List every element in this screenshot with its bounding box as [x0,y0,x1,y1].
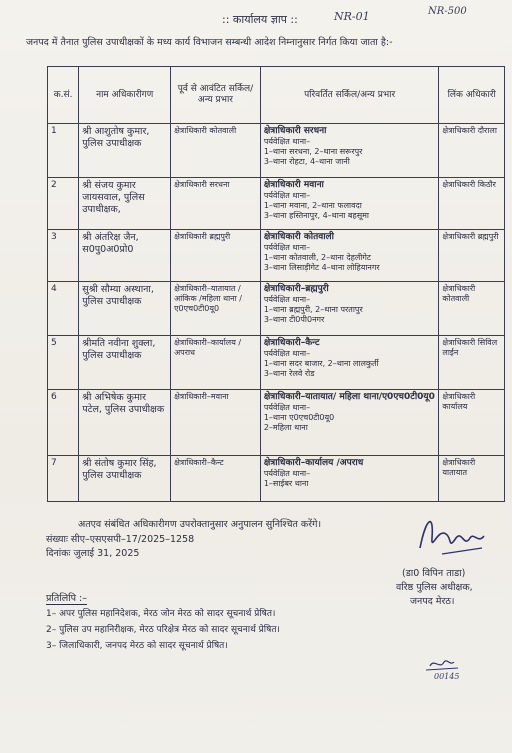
cell-name: श्री अभिषेक कुमार पटेल, पुलिस उपाधीक्षक [79,390,171,456]
cell-link: क्षेत्राधिकारी कार्यालय [439,390,505,456]
cell-new [260,124,439,178]
stations-label: पर्यवेक्षित थाना– [263,191,311,200]
assignment-table [47,66,505,502]
corner-reference: NR-500 [428,6,467,17]
cell-sn: 1 [48,124,79,178]
header-sn: क.सं. [48,67,79,124]
issue-date: दिनांकः जुलाई 31, 2025 [46,548,140,559]
copy-line: 1– अपर पुलिस महानिदेशक, मेरठ जोन मेरठ को सादर सूचनार्थ प्रेषित। [46,609,276,619]
cell-sn: 2 [48,178,79,230]
cell-previous: क्षेत्राधिकारी ब्रह्मपुरी [171,230,261,282]
copy-line: 2– पुलिस उप महानिरीक्षक, मेरठ परिक्षेत्र मेरठ को सादर सूचनार्थ प्रेषित। [46,625,280,635]
new-circle-title: क्षेत्राधिकारी मवाना [263,180,324,190]
new-circle-title: क्षेत्राधिकारी–ब्रह्मपुरी [263,284,329,294]
signatory-name: (डा0 विपिन ताडा) [402,568,466,579]
station-line: 3–थाना हस्तिनापुर, 4–थाना बहसूमा [263,211,369,220]
cell-sn: 6 [48,390,79,456]
cell-name: श्री आशुतोष कुमार, पुलिस उपाधीक्षक [79,124,171,178]
table-row [48,178,505,230]
station-line: 1–थाना मवाना, 2–थाना फलावदा [263,201,362,210]
cell-name: श्रीमति नवीना शुक्ला, पुलिस उपाधीक्षक [79,336,171,390]
cell-new [260,178,439,230]
cell-previous: क्षेत्राधिकारी–मवाना [171,390,261,456]
copy-heading: प्रतिलिपि :– [46,593,88,604]
station-line: 3–थाना टी0पी0नगर [263,315,325,324]
table-row [48,390,505,456]
signatory-designation: वरिष्ठ पुलिस अधीक्षक, [396,582,473,593]
table-header-row [48,67,505,124]
cell-previous: क्षेत्राधिकारी कोतवाली [171,124,261,178]
cell-new [260,282,439,336]
cell-sn: 4 [48,282,79,336]
cell-previous: क्षेत्राधिकारी सरधना [171,178,261,230]
cell-link: क्षेत्राधिकारी दौराला [439,124,505,178]
table-row [48,230,505,282]
table-row [48,124,505,178]
stations-label: पर्यवेक्षित थाना– [263,349,311,358]
cell-link: क्षेत्राधिकारी ब्रह्मपुरी [439,230,505,282]
station-line: 2–महिला थाना [263,423,308,432]
station-line: 1–थाना सदर बाजार, 2–थाना लालकुर्ती [263,359,379,368]
table-row [48,336,505,390]
station-line: 1–साईबर थाना [263,479,309,488]
cell-new [260,336,439,390]
reference-number: संख्याः सीए–एसएसपी–17/2025–1258 [46,534,195,545]
station-line: 3–थाना रेलवे रोड [263,369,315,378]
cell-sn: 5 [48,336,79,390]
new-circle-title: क्षेत्राधिकारी सरधना [263,126,327,136]
stations-label: पर्यवेक्षित थाना– [263,137,311,146]
new-circle-title: क्षेत्राधिकारी–यातायात/ महिला थाना/ए0एच0टी0यू0 [263,392,435,402]
cell-name: श्री संजय कुमार जायसवाल, पुलिस उपाधीक्षक, [79,178,171,230]
new-circle-title: क्षेत्राधिकारी–कैन्ट [263,338,320,348]
new-circle-title: क्षेत्राधिकारी कोतवाली [263,232,334,242]
station-line: 1–थाना ए0एच0टी0यू0 [263,413,335,422]
copy-line: 3– जिलाधिकारी, जनपद मेरठ को सादर सूचनार्थ प्रेषित। [46,641,228,651]
cell-link: क्षेत्राधिकारी यातायात [439,456,505,502]
cell-name: श्री संतोष कुमार सिंह, पुलिस उपाधीक्षक [79,456,171,502]
cell-name: सुश्री सौम्या अस्थाना, पुलिस उपाधीक्षक [79,282,171,336]
cell-new [260,390,439,456]
cell-previous: क्षेत्राधिकारी–कैन्ट [171,456,261,502]
stations-label: पर्यवेक्षित थाना– [263,403,311,412]
cell-previous: क्षेत्राधिकारी–कार्यालय /अपराध [171,336,261,390]
cell-previous: क्षेत्राधिकारी–यातायात /आंकिक /महिला थाना /ए0एच0टी0यू0 [171,282,261,336]
station-line: 3–थाना रोहटा, 4–थाना जानी [263,157,350,166]
station-line: 1–थाना कोतवाली, 2–थाना देहलीगेट [263,253,371,262]
signature-mark [412,508,492,564]
cell-link: क्षेत्राधिकारी किठौर [439,178,505,230]
station-line: 3–थाना लिसाड़ीगेट 4–थाना लोहियानगर [263,263,380,272]
header-link: लिंक अधिकारी [439,67,505,124]
station-line: 1–थाना ब्रह्मपुरी, 2–थाना परतापुर [263,305,363,314]
handwritten-reference: NR-01 [334,10,370,23]
closing-line: अतएव संबंधित अधिकारीगण उपरोक्तानुसार अनुपालन सुनिश्चित करेंगे। [78,519,322,530]
stamp-number: 00145 [434,672,460,681]
stations-label: पर्यवेक्षित थाना– [263,469,311,478]
document-title: :: कार्यालय ज्ञाप :: [222,13,298,26]
header-name: नाम अधिकारीगण [79,67,171,124]
signatory-place: जनपद मेरठ। [410,596,455,607]
table-row [48,456,505,502]
cell-new [260,230,439,282]
cell-name: श्री अंतरिक्ष जैन, स0पु0अ0प्रो0 [79,230,171,282]
station-line: 1–थाना सरधना, 2–थाना सरूरपुर [263,147,363,156]
intro-paragraph: जनपद में तैनात पुलिस उपाधीक्षकों के मध्य कार्य विभाजन सम्बन्धी आदेश निम्नानुसार निर्गत किया जाता है:- [26,37,393,48]
cell-link: क्षेत्राधिकारी सिविल लाईन [439,336,505,390]
cell-sn: 3 [48,230,79,282]
header-new: परिवर्तित सर्किल/अन्य प्रभार [260,67,439,124]
new-circle-title: क्षेत्राधिकारी–कार्यालय /अपराध [263,458,364,468]
initial-stamp-mark [414,656,464,686]
cell-sn: 7 [48,456,79,502]
cell-link: क्षेत्राधिकारी कोतवाली [439,282,505,336]
stations-label: पर्यवेक्षित थाना– [263,243,311,252]
table-row [48,282,505,336]
header-previous: पूर्व से आवंटित सर्किल/अन्य प्रभार [171,67,261,124]
stations-label: पर्यवेक्षित थाना– [263,295,311,304]
cell-new [260,456,439,502]
